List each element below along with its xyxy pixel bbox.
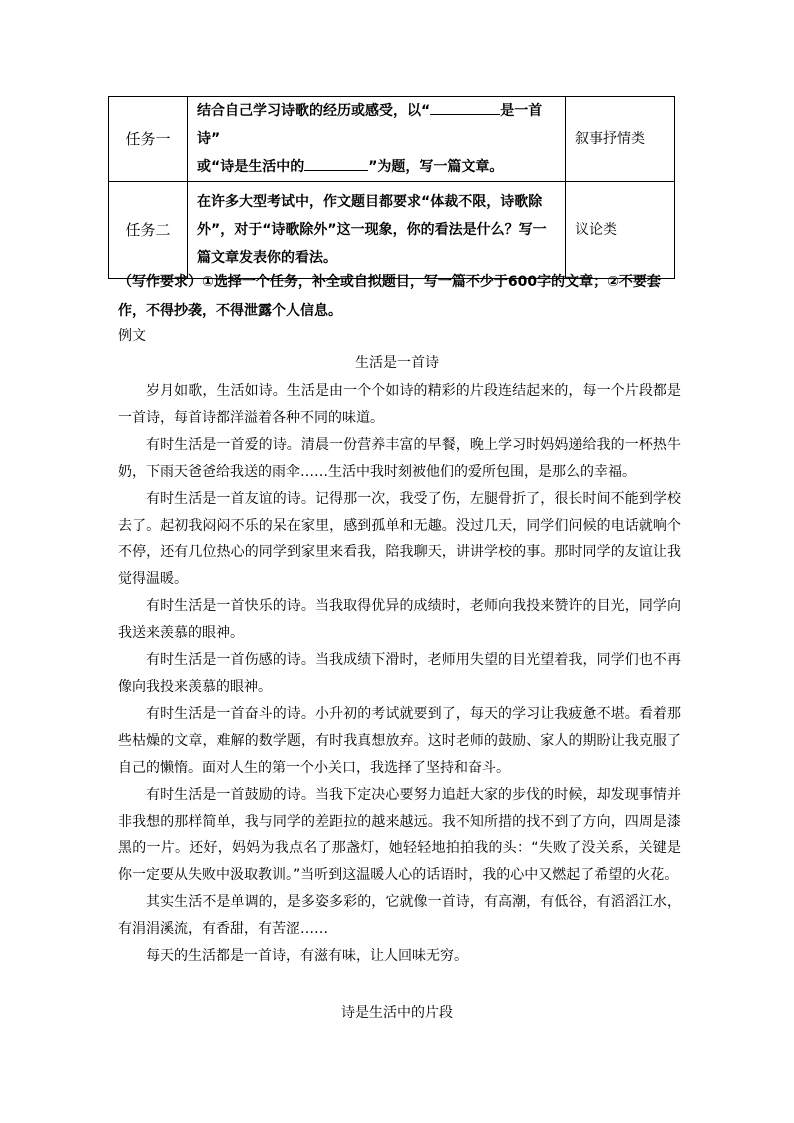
task-name: 任务二 <box>109 182 188 279</box>
next-essay-title: 诗是生活中的片段 <box>341 1005 453 1021</box>
essay-paragraph: 其实生活不是单调的，是多姿多彩的，它就像一首诗，有高潮，有低谷，有滔滔江水，有涓涓溪流，有香甜，有苦涩…… <box>118 894 681 938</box>
essay-paragraph: 有时生活是一首快乐的诗。当我取得优异的成绩时，老师向我投来赞许的目光，同学向我送来羡慕的眼神。 <box>118 598 681 642</box>
essay-paragraph: 有时生活是一首奋斗的诗。小升初的考试就要到了，每天的学习让我疲惫不堪。看着那些枯燥的文章，难解的数学题，有时我真想放弃。这时老师的鼓励、家人的期盼让我克服了自己的懒惰。面对人生的第一个小关口，我选择了坚持和奋斗。 <box>118 705 681 776</box>
essay-paragraph: 有时生活是一首伤感的诗。当我成绩下滑时，老师用失望的目光望着我，同学们也不再像向我投来羡慕的眼神。 <box>118 652 681 695</box>
task-type: 叙事抒情类 <box>566 97 675 182</box>
task-row <box>109 182 675 279</box>
essay-paragraph: 岁月如歌，生活如诗。生活是由一个个如诗的精彩的片段连结起来的，每一个片段都是一首诗，每首诗都洋溢着各种不同的味道。 <box>118 383 681 426</box>
task-description: 在许多大型考试中，作文题目都要求“体裁不限，诗歌除外”，对于“诗歌除外”这一现象，你的看法是什么？写一篇文章发表你的看法。 <box>188 182 566 279</box>
essay-title: 生活是一首诗 <box>355 355 439 371</box>
blank-line <box>430 98 500 115</box>
task-type: 议论类 <box>566 182 675 279</box>
task-table <box>108 96 675 279</box>
essay-paragraph: 有时生活是一首鼓励的诗。当我下定决心要努力追赶大家的步伐的时候，却发现事情并非我想的那样简单，我与同学的差距拉的越来越远。我不知所措的找不到了方向，四周是漆黑的一片。还好，妈妈为我点名了那盏灯，她轻轻地拍拍我的头：“失败了没关系，关键是你一定要从失败中汲取教训。”当听到这温暖人心的话语时，我的心中又燃起了希望的火花。 <box>118 786 681 884</box>
essay-paragraph: 每天的生活都是一首诗，有滋有味，让人回味无穷。 <box>146 948 468 965</box>
task-row <box>109 97 675 182</box>
blank-line <box>304 154 368 171</box>
essay-paragraph: 有时生活是一首爱的诗。清晨一份营养丰富的早餐，晚上学习时妈妈递给我的一杯热牛奶，下雨天爸爸给我送的雨伞……生活中我时刻被他们的爱所包围，是那么的幸福。 <box>118 436 681 480</box>
essay-paragraph: 有时生活是一首友谊的诗。记得那一次，我受了伤，左腿骨折了，很长时间不能到学校去了。起初我闷闷不乐的呆在家里，感到孤单和无趣。没过几天，同学们问候的电话就响个不停，还有几位热心的同学到家里来看我，陪我聊天，讲讲学校的事。那时同学的友谊让我觉得温暖。 <box>118 490 681 588</box>
writing-requirement: （写作要求）①选择一个任务，补全或自拟题目，写一篇不少于600字的文章；②不要套作，不得抄袭，不得泄露个人信息。 <box>118 274 661 319</box>
example-label: 例文 <box>118 328 146 344</box>
task-name: 任务一 <box>109 97 188 182</box>
essay-body <box>118 378 681 970</box>
task-description: 结合自己学习诗歌的经历或感受，以“ 是一首诗” 或“诗是生活中的 ”为题，写一篇文章。 <box>188 97 566 182</box>
